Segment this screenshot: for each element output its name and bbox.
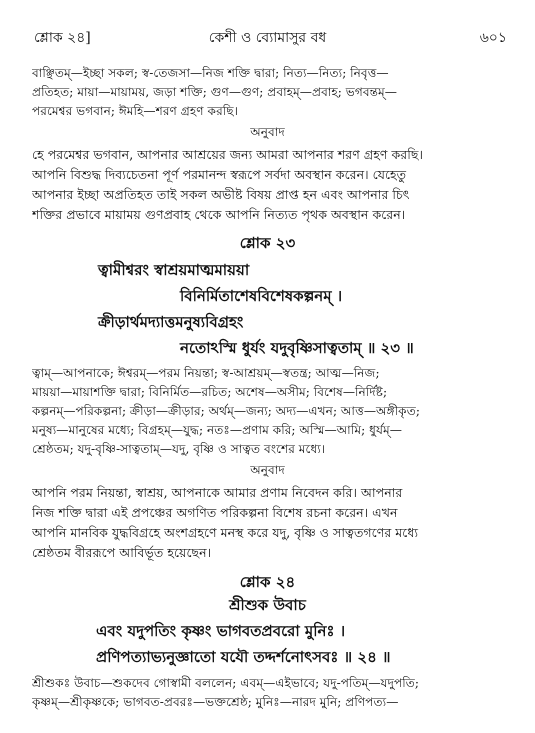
synonym-line: ত্বাম্—আপনাকে; ঈশ্বরম্—পরম নিয়ন্তা; স্ব-আশ্রয়ম্—স্বতন্ত্র; আত্ম—নিজ; <box>32 366 380 380</box>
verse-line: এবং যদুপতিং কৃষ্ণং ভাগবতপ্রবরো মুনিঃ । <box>96 622 346 640</box>
synonym-line: পরমেশ্বর ভগবান; ঈমহি—শরণ গ্রহণ করছি। <box>32 104 239 118</box>
translation-22 <box>32 145 502 225</box>
synonyms-24 <box>32 674 502 712</box>
verse-line: বিনির্মিতাশেষবিশেষকল্পনম্ । <box>180 287 343 305</box>
synonym-line: মায়য়া—মায়াশক্তি দ্বারা; বিনির্মিত—রচিত; অশেষ—অসীম; বিশেষ—নির্দিষ্ট; <box>32 385 388 399</box>
verse-heading: শ্লোক ২৪ <box>239 573 296 591</box>
verse-line: নতোঽস্মি ধুর্যং যদুবৃষ্ণিসাত্বতাম্ ॥ ২৩ ॥ <box>180 339 414 357</box>
verse-line: ত্বামীশ্বরং স্বাশ্রয়মাত্মমায়য়া <box>98 261 250 279</box>
verse-range-label: শ্লোক ২৪] <box>34 30 91 46</box>
synonym-line: মনুষ্য—মানুষের মধ্যে; বিগ্রহম্—যুদ্ধ; নতঃ—প্রণাম করি; অস্মি—আমি; ধুর্যম্— <box>32 423 402 437</box>
translation-line: আপনি বিশুদ্ধ দিব্যচেতনা পূর্ণ পরমানন্দ স্বরূপে সর্বদা অবস্থান করেন। যেহেতু <box>32 167 407 182</box>
synonyms-23 <box>32 364 502 459</box>
translation-line: শক্তির প্রভাবে মায়াময় গুণপ্রবাহ থেকে আপনি নিত্যত পৃথক অবস্থান করেন। <box>32 207 406 222</box>
verse-line: প্রণিপত্যাভ্যনুজ্ঞাতো যযৌ তদ্দর্শনোৎসবঃ ॥ ২৪ ॥ <box>96 648 391 666</box>
synonym-line: কৃষ্ণম্—শ্রীকৃষ্ণকে; ভাগবত-প্রবরঃ—ভক্তশ্রেষ্ঠ; মুনিঃ—নারদ মুনি; প্রণিপত্য— <box>32 695 399 709</box>
translation-23 <box>32 483 502 563</box>
translation-heading: অনুবাদ <box>250 125 285 139</box>
synonyms-22 <box>32 64 502 121</box>
chapter-title: কেশী ও ব্যোমাসুর বধ <box>208 30 327 46</box>
synonym-line: শ্রীশুকঃ উবাচ—শুকদেব গোস্বামী বললেন; এবম্—এইভাবে; যদু-পতিম্—যদুপতি; <box>32 676 419 690</box>
translation-line: শ্রেষ্ঠতম বীররূপে আবির্ভূত হয়েছেন। <box>32 545 212 560</box>
verse-line: ক্রীড়ার্থমদ্যাত্তমনুষ্যবিগ্রহং <box>98 313 244 331</box>
synonym-line: কল্পনম্—পরিকল্পনা; ক্রীড়া—ক্রীড়ার; অর্থম্—জন্য; অদ্য—এখন; আত্ত—অঙ্গীকৃত; <box>32 404 420 418</box>
synonym-line: বাঞ্ছিতম্—ইচ্ছা সকল; স্ব-তেজসা—নিজ শক্তি দ্বারা; নিত্য—নিত্য; নিবৃত্ত— <box>32 66 389 80</box>
synonym-line: প্রতিহত; মায়া—মায়াময়, জড়া শক্তি; গুণ—গুণ; প্রবাহম্—প্রবাহ; ভগবন্তম্— <box>32 85 397 99</box>
translation-line: হে পরমেশ্বর ভগবান, আপনার আশ্রয়ের জন্য আমরা আপনার শরণ গ্রহণ করছি। <box>32 147 423 162</box>
verse-heading: শ্লোক ২৩ <box>239 234 296 252</box>
translation-line: নিজ শক্তি দ্বারা এই প্রপঞ্চের অগণিত পরিকল্পনা বিশেষ রচনা করেন। এখন <box>32 505 398 520</box>
translation-line: আপনি পরম নিয়ন্তা, স্বাশ্রয়, আপনাকে আমার প্রণাম নিবেদন করি। আপনার <box>32 485 403 500</box>
verse-speaker: শ্রীশুক উবাচ <box>229 596 306 614</box>
running-header <box>0 26 535 48</box>
page-number: ৬০১ <box>479 30 507 46</box>
translation-line: আপনার ইচ্ছা অপ্রতিহত তাই সকল অভীষ্ট বিষয় প্রাপ্ত হন এবং আপনার চিৎ <box>32 187 410 202</box>
translation-heading: অনুবাদ <box>250 463 285 477</box>
translation-line: আপনি মানবিক যুদ্ধবিগ্রহে অংশগ্রহণে মনস্থ করে যদু, বৃষ্ণি ও সাত্বতগণের মধ্যে <box>32 525 419 540</box>
synonym-line: শ্রেষ্ঠতম; যদু-বৃষ্ণি-সাত্বতাম্—যদু, বৃষ্ণি ও সাত্বত বংশের মধ্যে। <box>32 442 326 456</box>
